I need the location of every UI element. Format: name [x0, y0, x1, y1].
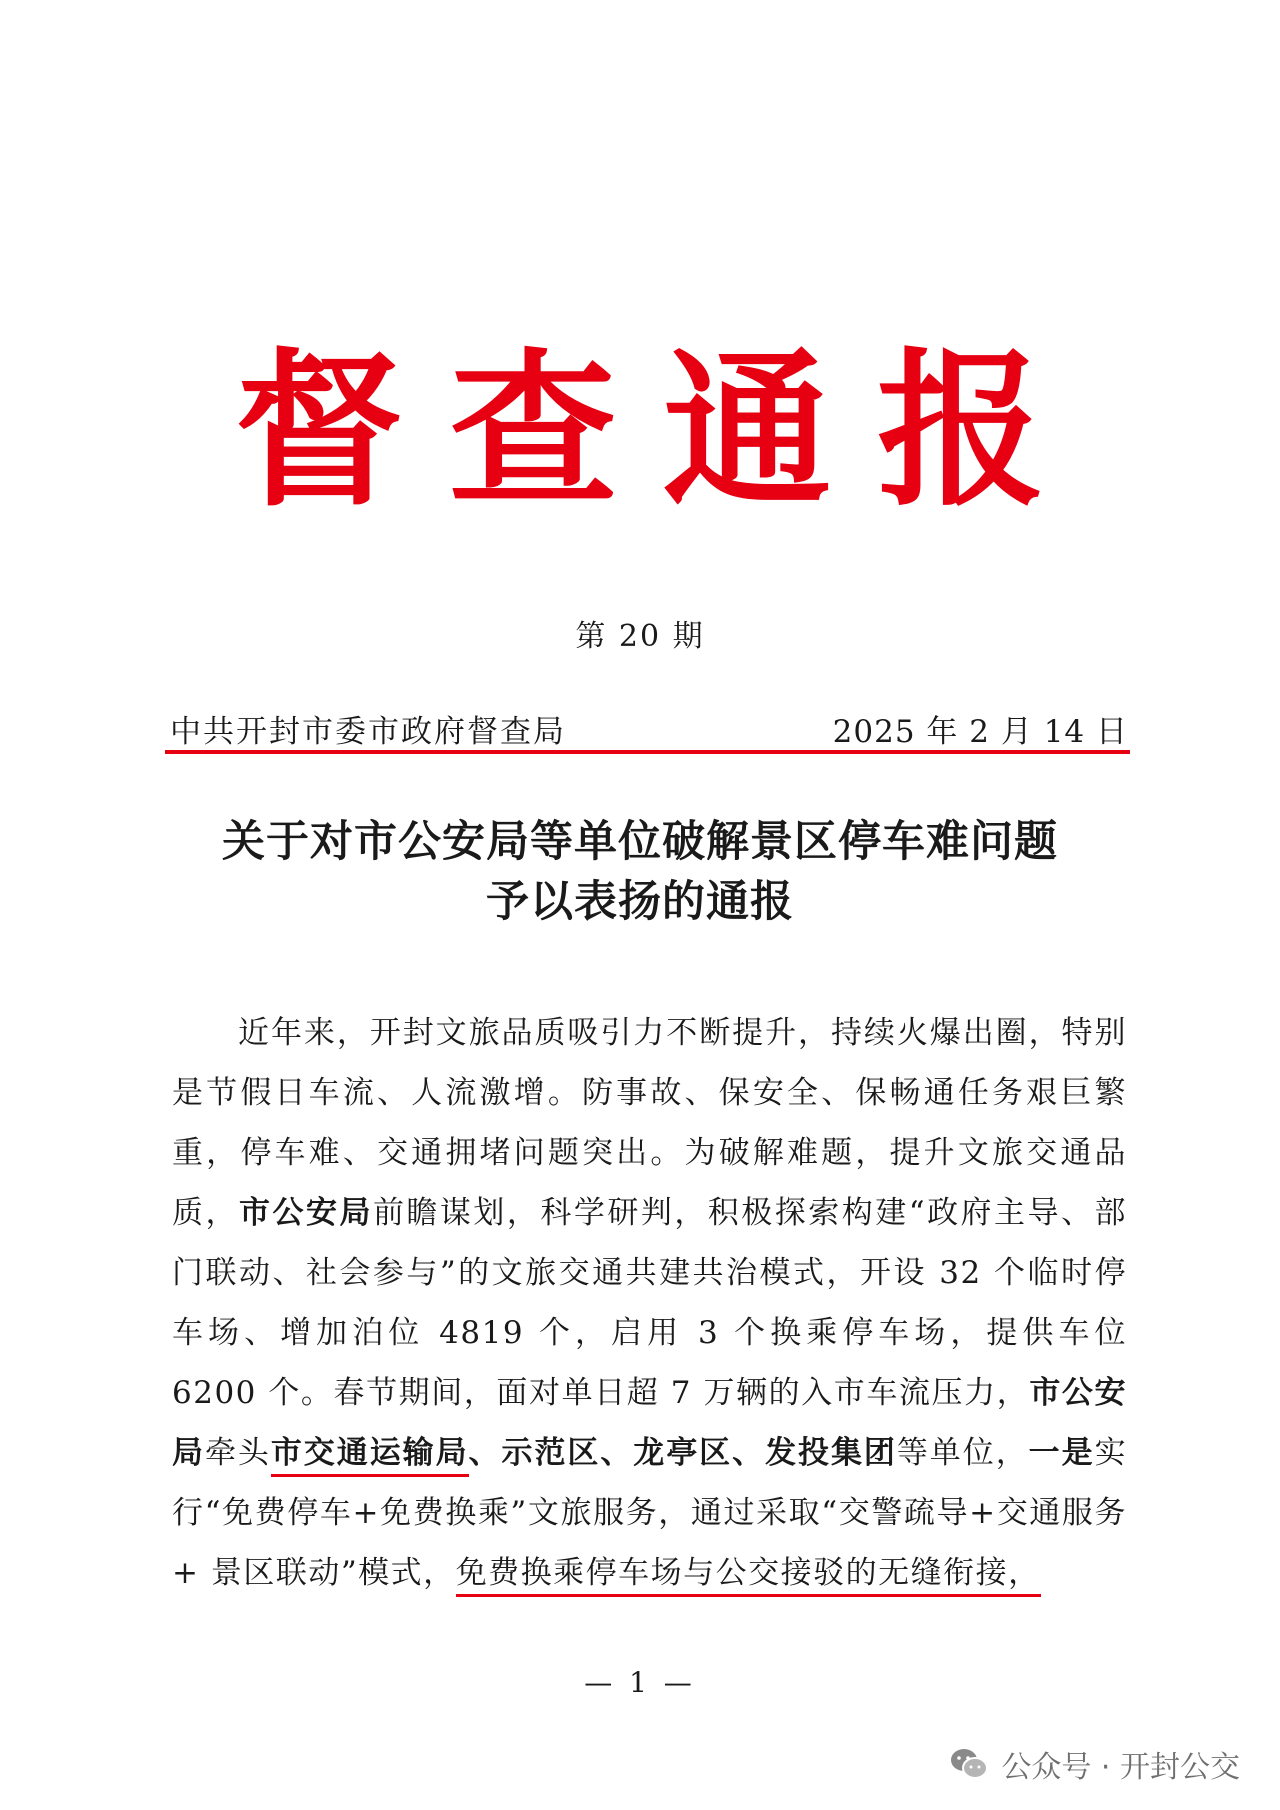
bold-segment: 市公安局	[238, 1195, 373, 1231]
issue-date: 2025 年 2 月 14 日	[832, 714, 1128, 750]
issue-number: 第 20 期	[575, 619, 705, 654]
text-segment: 近年来，开封文旅品质吸引力不断提升，持续火爆出圈，特别是节假日车流、人流激增。防事故、保安全、保畅通任务艰巨繁重，停车难、交通拥堵问题突出。为破解难题，提升文旅交通品质，	[172, 1015, 1127, 1231]
document-title-line2: 予以表扬的通报	[486, 877, 794, 927]
page-number: — 1 —	[584, 1666, 696, 1699]
text-segment: 牵头	[204, 1435, 271, 1471]
wechat-icon	[949, 1747, 989, 1781]
red-divider	[165, 750, 1130, 754]
document-title-line1: 关于对市公安局等单位破解景区停车难问题	[222, 817, 1058, 867]
bold-segment: 市公安局	[172, 1375, 1127, 1471]
text-segment: 前瞻谋划，科学研判，积极探索构建“政府主导、部门联动、社会参与”的文旅交通共建共治模式，开设 32 个临时停车场、增加泊位 4819 个，启用 3 个换乘停车场，提供车位 6200 个。春节期间，面对单日超 7 万辆的入市车流压力，	[172, 1195, 1128, 1411]
watermark	[949, 1742, 1240, 1786]
watermark-text: 公众号 · 开封公交	[1001, 1750, 1240, 1785]
document-title	[0, 812, 1280, 932]
underlined-bold-segment: 市交通运输局	[271, 1435, 469, 1477]
bold-segment: 、示范区、龙亭区、发投集团	[468, 1435, 897, 1471]
bold-segment: 一是	[1028, 1435, 1095, 1471]
underlined-segment: 免费换乘停车场与公交接驳的无缝衔接，	[456, 1555, 1041, 1597]
issuer-line	[170, 710, 1128, 754]
text-segment: 等单位，	[896, 1435, 1029, 1471]
body-paragraph	[172, 1003, 1127, 1603]
masthead-title: 督查通报	[235, 331, 1091, 529]
issuer: 中共开封市委市政府督查局	[170, 714, 566, 750]
text-segment: 实行“免费停车+免费换乘”文旅服务，通过采取“交警疏导+交通服务 + 景区联动”模式，	[172, 1435, 1128, 1591]
